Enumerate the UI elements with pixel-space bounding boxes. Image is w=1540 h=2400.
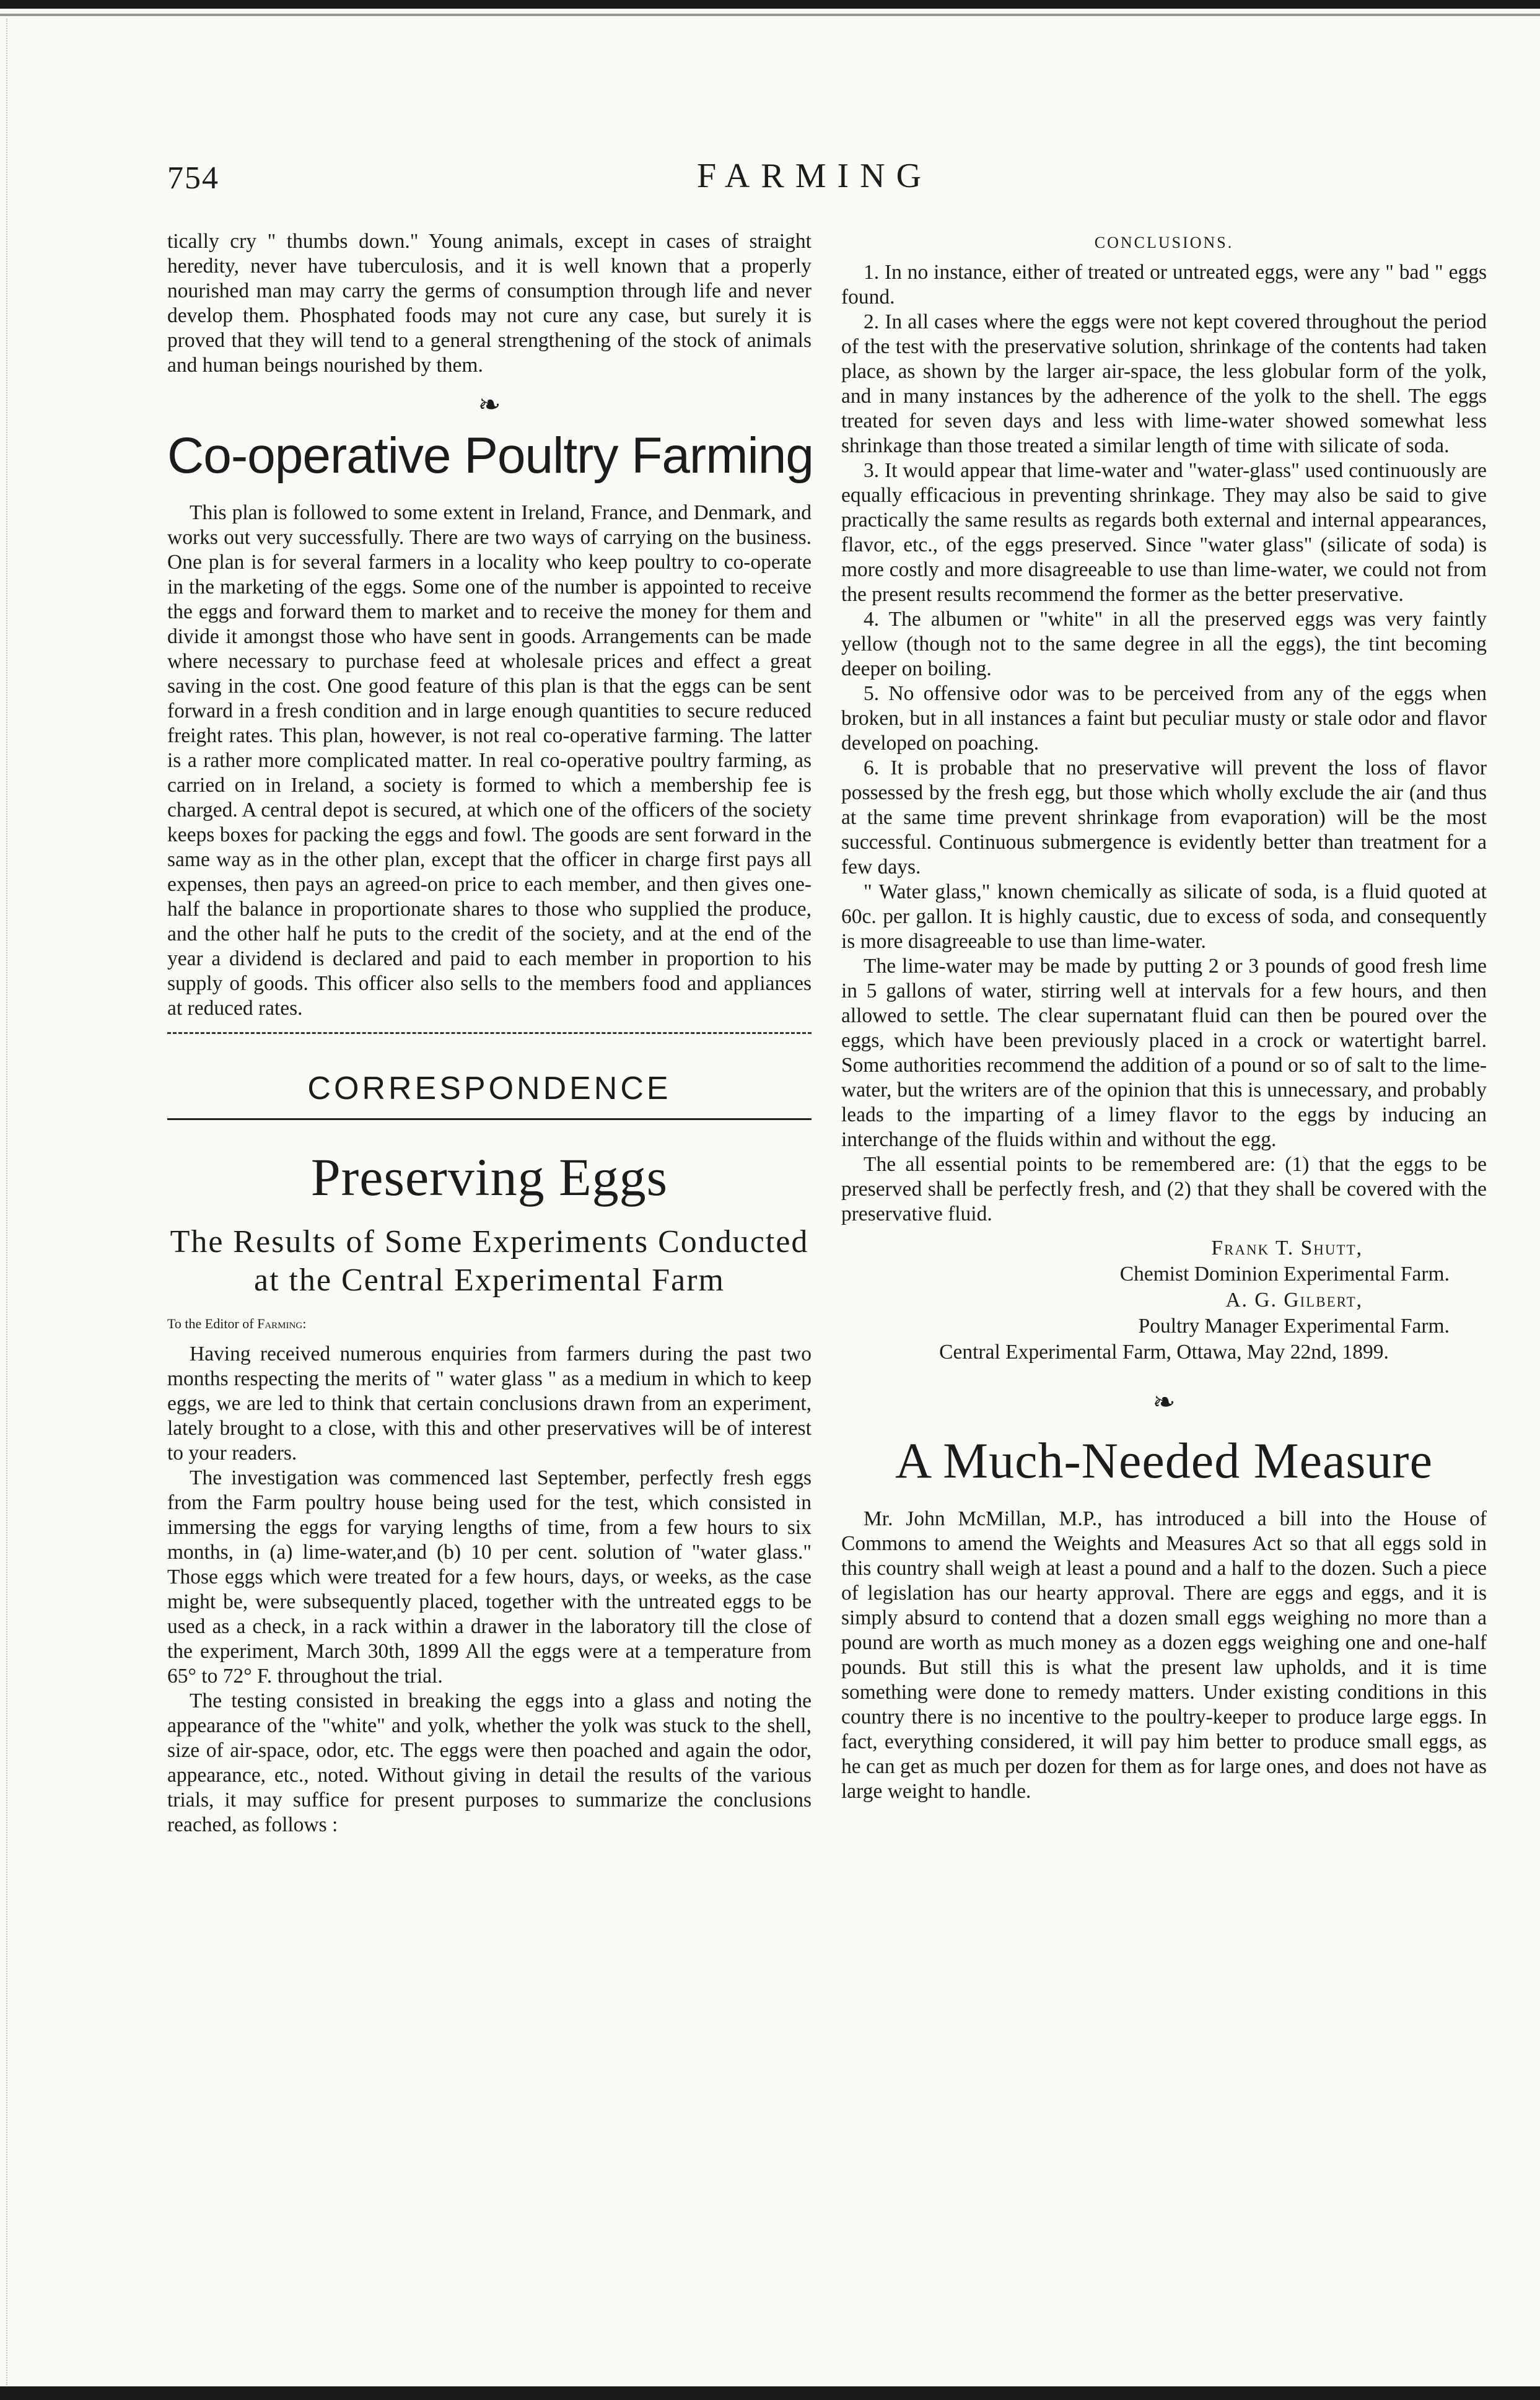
conclusion-6: 6. It is probable that no preservative will prevent the loss of flavor possessed by the fresh egg, but those which wholly exclude the air (and thus at the same time prevent shrinkage from evaporation) will be the most successful. Continuous submergence is evidently better than treatment for a few days.	[841, 756, 1487, 878]
scan-edge-line	[0, 14, 1540, 16]
signature-2-title: Poultry Manager Experimental Farm.	[1138, 1315, 1450, 1338]
signature-place-date: Central Experimental Farm, Ottawa, May 22nd, 1899.	[939, 1341, 1389, 1364]
scan-edge-top	[0, 0, 1540, 9]
limewater-paragraph: The lime-water may be made by putting 2 or 3 pounds of good fresh lime in 5 gallons of water, stirring well at intervals for a few hours, and then allowed to settle. The clear supernatant fluid can then be poured over the eggs, which have been previously placed in a crock or watertight barrel. Some authorities recommend the addition of a pound or so of salt to the lime-water, but the writers are of the opinion that this is unnecessary, and probably leads to the imparting of a limey flavor to the eggs by inducing an interchange of the fluids within and without the egg.	[841, 955, 1487, 1151]
conclusion-4: 4. The albumen or "white" in all the preserved eggs was very faintly yellow (though not to the same degree in all the eggs), the tint becoming deeper on boiling.	[841, 608, 1487, 680]
eggs-paragraph-2: The investigation was commenced last September, perfectly fresh eggs from the Farm poultry house being used for the test, which consisted in immersing the eggs for varying lengths of time, from a few hours to six months, in (a) lime-water,and (b) 10 per cent. solution of "water glass." Those eggs which were treated for a few hours, days, or weeks, as the case might be, were subsequently placed, together with the untreated eggs to be used as a check, in a rack within a drawer in the laboratory till the close of the experiment, March 30th, 1899 All the eggs were at a temperature from 65° to 72° F. throughout the trial.	[167, 1466, 812, 1688]
salutation-prefix: To the Editor of	[167, 1316, 258, 1331]
essential-points-paragraph: The all essential points to be remembered are: (1) that the eggs to be preserved shall be perfectly fresh, and (2) that they shall be covered with the preservative fluid.	[841, 1153, 1487, 1225]
salutation-journal: Farming	[257, 1316, 303, 1331]
running-head: FARMING	[696, 157, 933, 195]
article-subtitle-eggs: The Results of Some Experiments Conducted at the Central Experimental Farm	[170, 1224, 809, 1298]
scan-edge-left	[0, 19, 7, 2385]
article-title-eggs: Preserving Eggs	[310, 1147, 668, 1207]
heading-rule	[167, 1118, 812, 1120]
salutation-suffix: :	[302, 1316, 307, 1331]
waterglass-paragraph: " Water glass," known chemically as silicate of soda, is a fluid quoted at 60c. per gallon. It is highly caustic, due to excess of soda, and consequently is more disagreeable to use than lime-water.	[841, 880, 1487, 953]
article-title-coop: Co-operative Poultry Farming	[167, 427, 813, 484]
article-body-coop: This plan is followed to some extent in Ireland, France, and Denmark, and works out very successfully. There are two ways of carrying on the business. One plan is for several farmers in a locality who keep poultry to co-operate in the marketing of the eggs. Some one of the number is appointed to receive the eggs and forward them to market and to receive the money for them and divide it amongst those who have sent in goods. Arrangements can be made where necessary to purchase feed at wholesale prices and effect a great saving in the cost. One good feature of this plan is that the eggs can be sent forward in a fresh condition and in large enough quantities to secure reduced freight rates. This plan, however, is not real co-operative farming. The latter is a rather more complicated matter. In real co-operative poultry farming, as carried on in Ireland, a society is formed to which a membership fee is charged. A central depot is secured, at which one of the officers of the society keeps boxes for packing the eggs and fowl. The goods are sent forward in the same way as in the other plan, except that the officer in charge first pays all expenses, then pays an agreed-on price to each member, and then gives one-half the balance in proportionate shares to those who supplied the produce, and the other half he puts to the credit of the society, and at the end of the year a dividend is declared and paid to each member in proportion to his supply of goods. This officer also sells to the members food and appliances at reduced rates.	[167, 501, 812, 1020]
signature-1-title: Chemist Dominion Experimental Farm.	[1119, 1263, 1450, 1285]
continued-paragraph: tically cry " thumbs down." Young animals, except in cases of straight heredity, never have tuberculosis, and it is well known that a properly nourished man may carry the germs of consumption through life and never develop them. Phosphated foods may not cure any case, but surely it is proved that they will tend to a general strengthening of the stock of animals and human beings nourished by them.	[167, 230, 812, 377]
conclusion-2: 2. In all cases where the eggs were not kept covered throughout the period of the test with the preservative solution, shrinkage of the contents had taken place, as shown by the larger air-space, the less globular form of the yolk, and in many instances by the adherence of the yolk to the shell. The eggs treated for seven days and less with lime-water showed somewhat less shrinkage than those treated a similar length of time with silicate of soda.	[841, 310, 1487, 457]
conclusion-3: 3. It would appear that lime-water and "water-glass" used continuously are equally efficacious in preventing shrinkage. They may also be said to give practically the same results as regards both external and internal appearances, flavor, etc., of the eggs preserved. Since "water glass" (silicate of soda) is more costly and more disagreeable to use than lime-water, we could not from the present results recommend the former as the better preservative.	[841, 459, 1487, 606]
salutation	[167, 1313, 812, 1334]
page-header	[167, 156, 1462, 206]
conclusion-1: 1. In no instance, either of treated or untreated eggs, were any " bad " eggs found.	[841, 261, 1487, 309]
signature-2-name: A. G. Gilbert,	[1225, 1289, 1363, 1312]
article-body-measure: Mr. John McMillan, M.P., has introduced a bill into the House of Commons to amend the Weights and Measures Act so that all eggs sold in this country shall weigh at least a pound and a half to the dozen. Such a piece of legislation has our hearty approval. There are eggs and eggs, and it is simply absurd to contend that a dozen small eggs weighing no more than a pound are worth as much money as a dozen eggs weighing one and one-half pounds. But still this is what the present law upholds, and it is time something were done to remedy matters. Under existing conditions in this country there is no incentive to the poultry-keeper to produce large eggs. In fact, everything considered, it will pay him better to produce small eggs, as he can get as much per dozen for them as for large ones, and does not have as large weight to handle.	[841, 1507, 1487, 1803]
ornament-icon: ❧	[478, 390, 501, 420]
conclusions-heading: CONCLUSIONS.	[1094, 234, 1234, 252]
scan-edge-bottom	[0, 2386, 1540, 2400]
page-number: 754	[167, 160, 219, 196]
eggs-paragraph-3: The testing consisted in breaking the eggs into a glass and noting the appearance of the "white" and yolk, whether the yolk was stuck to the shell, size of air-space, odor, etc. The eggs were then poached and again the odor, appearance, etc., noted. Without giving in detail the results of the various trials, it may suffice for present purposes to summarize the conclusions reached, as follows :	[167, 1689, 812, 1836]
ornament-icon-2: ❧	[1152, 1387, 1176, 1417]
eggs-paragraph-1: Having received numerous enquiries from farmers during the past two months respecting the merits of " water glass " as a medium in which to keep eggs, we are led to think that certain conclusions drawn from an experiment, lately brought to a close, with this and other preservatives will be of interest to your readers.	[167, 1342, 812, 1465]
section-divider	[167, 1032, 812, 1034]
article-title-measure: A Much-Needed Measure	[895, 1432, 1433, 1489]
signature-1-name: Frank T. Shutt,	[1211, 1237, 1363, 1259]
right-column	[841, 229, 1487, 1804]
conclusion-5: 5. No offensive odor was to be perceived from any of the eggs when broken, but in all instances a faint but peculiar musty or stale odor and flavor developed on poaching.	[841, 682, 1487, 755]
left-column	[167, 229, 812, 1837]
section-heading-correspondence: CORRESPONDENCE	[307, 1071, 672, 1106]
